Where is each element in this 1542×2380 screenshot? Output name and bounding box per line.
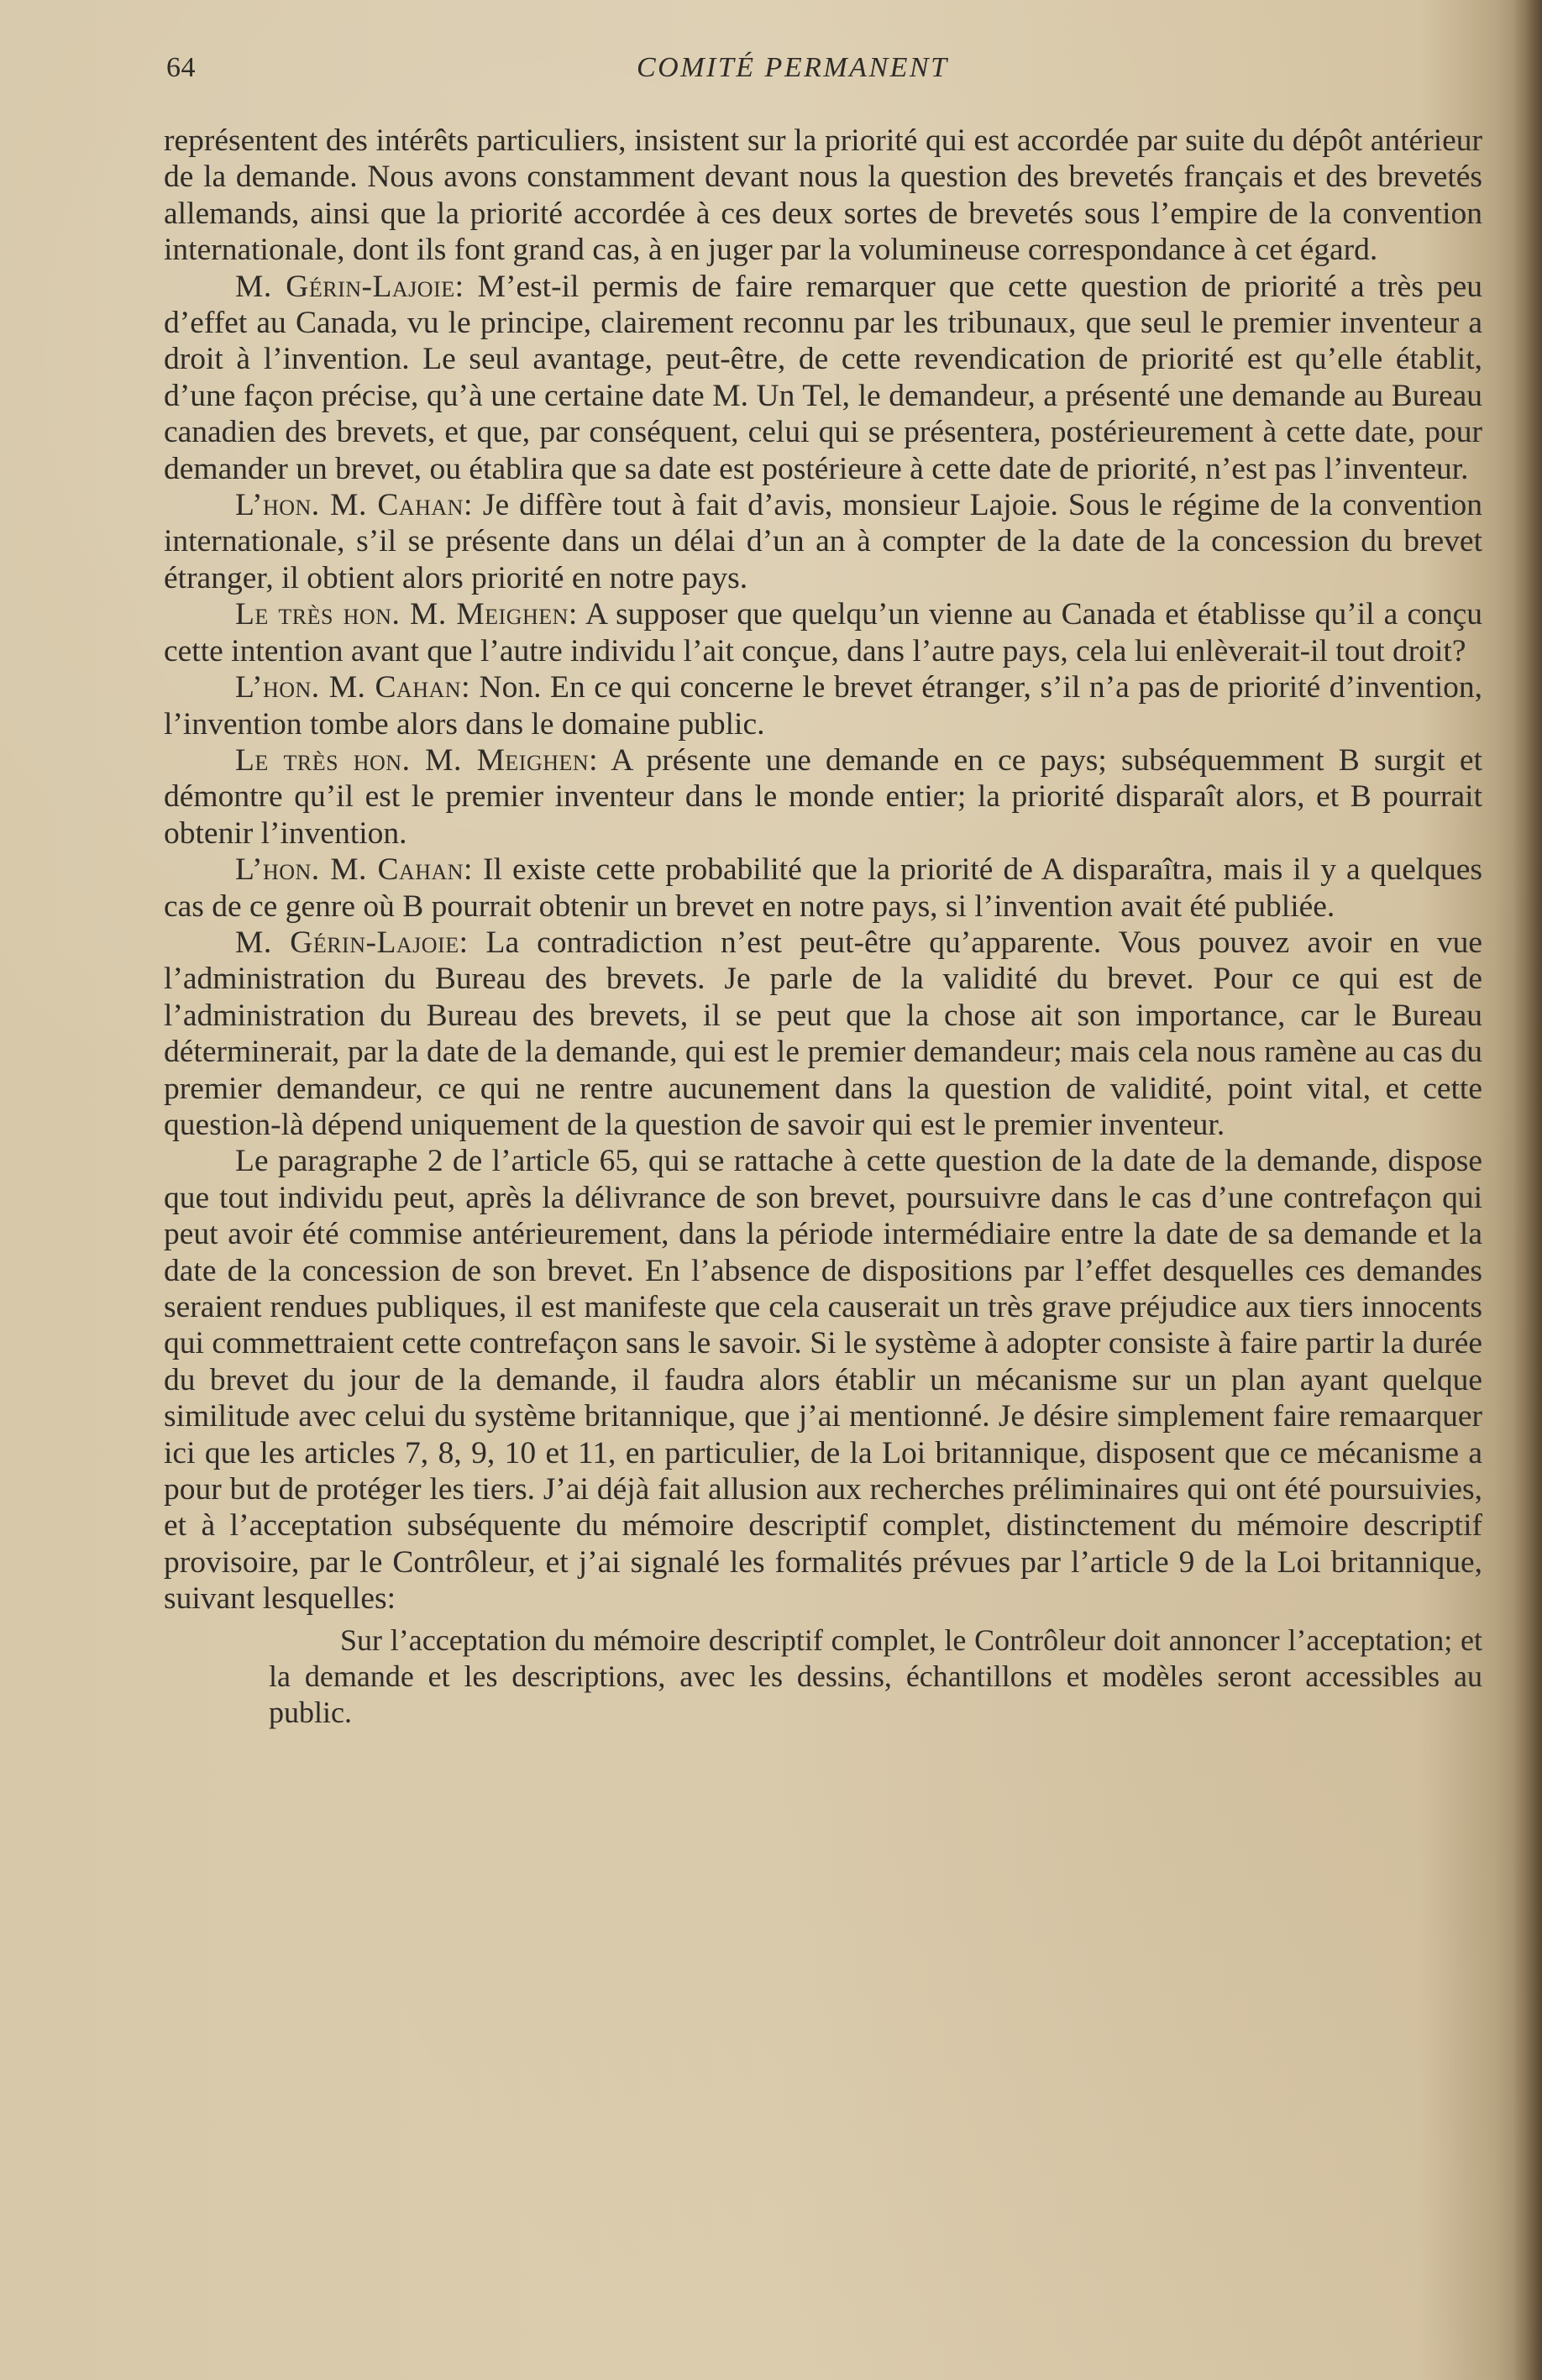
speech-text: La contradiction n’est peut-être qu’apparente. Vous pouvez avoir en vue l’administration du Bureau des brevets. Je parle de la validité du brevet. Pour ce qui est de l’administration du Bureau des brevets, il se peut que la chose ait son importance, car le Bureau déterminerait, par la date de la demande, qui est le premier demandeur; mais cela nous ramène au cas du premier demandeur, ce qui ne rentre aucunement dans la question de validité, point vital, et cette question-là dépend uniquement de la question de savoir qui est le premier inventeur. xyxy=(164,925,1482,1142)
speaker-name: Le très hon. M. Meighen: xyxy=(235,742,599,778)
speaker-name: M. Gérin-Lajoie: xyxy=(235,925,469,960)
page-edge-shadow xyxy=(1513,0,1542,2380)
speech-gerin-lajoie-2 xyxy=(164,925,1482,1143)
speech-text: A supposer que quelqu’un vienne au Canada et établisse qu’il a conçu cette intention avant que l’autre individu l’ait conçue, dans l’autre pays, cela lui enlèverait-il tout droit? xyxy=(164,597,1482,668)
speech-text: Je diffère tout à fait d’avis, monsieur Lajoie. Sous le régime de la convention internationale, s’il se présente dans un délai d’un an à compter de la date de la concession du brevet étranger, il obtient alors priorité en notre pays. xyxy=(164,488,1482,595)
speech-cahan-3 xyxy=(164,852,1482,925)
speech-cahan-2 xyxy=(164,669,1482,742)
speaker-name: L’hon. M. Cahan: xyxy=(235,852,473,888)
page-header xyxy=(166,52,1483,94)
speaker-name: M. Gérin-Lajoie: xyxy=(235,269,464,304)
speech-meighen-1 xyxy=(164,596,1482,669)
speech-text: Il existe cette probabilité que la priorité de A disparaîtra, mais il y a quelques cas de ce genre où B pourrait obtenir un brevet en notre pays, si l’invention avait été publiée. xyxy=(164,852,1483,924)
paragraph-continuation: représentent des intérêts particuliers, insistent sur la priorité qui est accordée par suite du dépôt antérieur de la demande. Nous avons constamment devant nous la question des brevetés français et des brevetés allemands, ainsi que la priorité accordée à ces deux sortes de brevetés sous l’empire de la convention internationale, dont ils font grand cas, à en juger par la volumineuse correspondance à cet égard. xyxy=(164,123,1482,268)
running-head: COMITÉ PERMANENT xyxy=(637,52,949,83)
speech-text: M’est-il permis de faire remarquer que cette question de priorité a très peu d’effet au Canada, vu le principe, clairement reconnu par les tribunaux, que seul le premier inventeur a droit à l’invention. Le seul avantage, peut-être, de cette revendication de priorité est qu’elle établit, d’une façon précise, qu’à une certaine date M. Un Tel, le demandeur, a présenté une demande au Bureau canadien des brevets, et que, par conséquent, celui qui se présentera, postérieurement à cette date, pour demander un brevet, ou établira que sa date est postérieure à cette date de priorité, n’est pas l’inventeur. xyxy=(164,269,1483,486)
page-number: 64 xyxy=(166,52,196,83)
speech-cahan-1 xyxy=(164,487,1482,596)
speaker-name: L’hon. M. Cahan: xyxy=(235,488,473,523)
block-quote: Sur l’acceptation du mémoire descriptif complet, le Contrôleur doit annoncer l’acceptation; et la demande et les descriptions, avec les dessins, échantillons et modèles seront accessibles au public. xyxy=(269,1622,1482,1729)
speech-text: Non. En ce qui concerne le brevet étranger, s’il n’a pas de priorité d’invention, l’invention tombe alors dans le domaine public. xyxy=(164,670,1482,742)
page-body xyxy=(164,123,1482,1731)
paragraph-article-65: Le paragraphe 2 de l’article 65, qui se rattache à cette question de la date de la demande, dispose que tout individu peut, après la délivrance de son brevet, poursuivre dans le cas d’une contrefaçon qui peut avoir été commise antérieurement, dans la période intermédiaire entre la date de sa demande et la date de la concession de son brevet. En l’absence de dispositions par l’effet desquelles ces demandes seraient rendues publiques, il est manifeste que cela causerait un très grave préjudice aux tiers innocents qui commettraient cette contrefaçon sans le savoir. Si le système à adopter consiste à faire partir la durée du brevet du jour de la demande, il faudra alors établir un mécanisme sur un plan ayant quelque similitude avec celui du système britannique, que j’ai mentionné. Je désire simplement faire remaarquer ici que les articles 7, 8, 9, 10 et 11, en particulier, de la Loi britannique, disposent que ce mécanisme a pour but de protéger les tiers. J’ai déjà fait allusion aux recherches préliminaires qui ont été poursuivies, et à l’acceptation subséquente du mémoire descriptif complet, distinctement du mémoire descriptif provisoire, par le Contrôleur, et j’ai signalé les formalités prévues par l’article 9 de la Loi britannique, suivant lesquelles: xyxy=(164,1144,1482,1617)
speaker-name: L’hon. M. Cahan: xyxy=(235,670,470,705)
speech-gerin-lajoie-1 xyxy=(164,269,1482,487)
speech-meighen-2 xyxy=(164,742,1482,852)
speaker-name: Le très hon. M. Meighen: xyxy=(235,597,578,632)
speech-text: A présente une demande en ce pays; subséquemment B surgit et démontre qu’il est le premier inventeur dans le monde entier; la priorité disparaît alors, et B pourrait obtenir l’invention. xyxy=(164,742,1482,851)
